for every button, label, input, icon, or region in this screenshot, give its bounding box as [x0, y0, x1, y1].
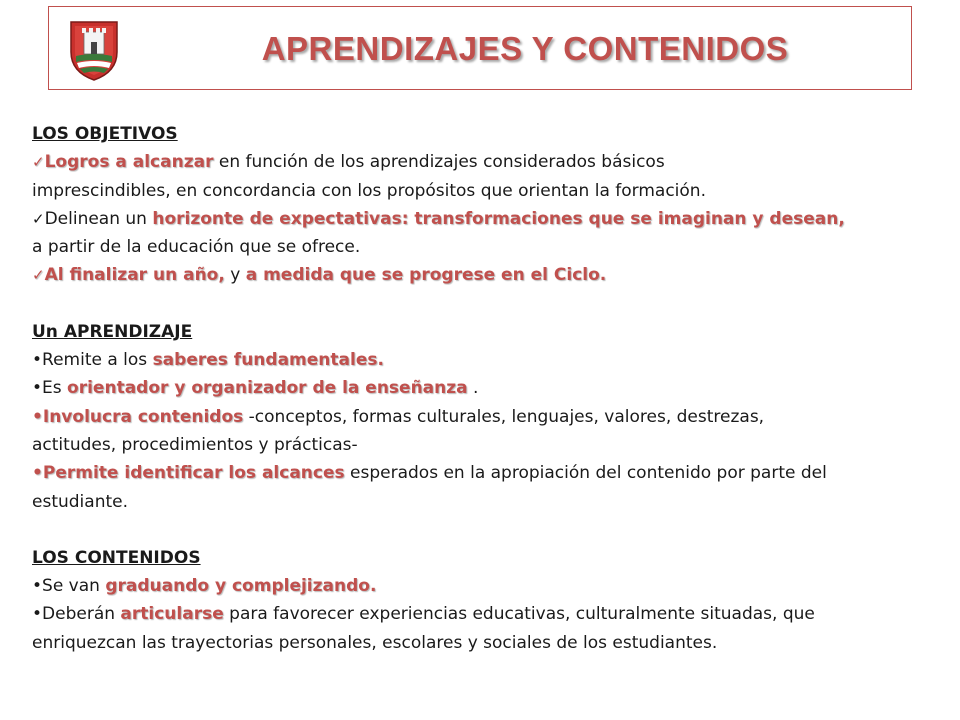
highlight-text: Al finalizar un año,	[44, 265, 225, 286]
body-text: Deberán	[42, 604, 121, 625]
spacer	[32, 290, 932, 318]
bullet-icon: •	[32, 576, 43, 597]
body-text: Es	[42, 378, 68, 399]
bullet-icon: •	[32, 350, 43, 371]
body-text: .	[467, 378, 479, 399]
objetivos-item-1	[32, 148, 932, 176]
highlight-text: saberes fundamentales.	[152, 350, 384, 371]
aprendizaje-item-3	[32, 403, 932, 431]
checkmark-icon: ✓	[32, 266, 45, 285]
objetivos-item-1-cont: imprescindibles, en concordancia con los propósitos que orientan la formación.	[32, 180, 706, 201]
city-coat-of-arms-icon	[67, 16, 121, 82]
slide-body	[32, 120, 932, 657]
highlight-text: Logros a alcanzar	[44, 152, 214, 173]
contenidos-item-2	[32, 600, 932, 628]
spacer	[32, 516, 932, 544]
highlight-text: articularse	[120, 604, 224, 625]
body-text: Delinean un	[44, 208, 153, 229]
title-banner	[48, 6, 912, 90]
body-text: y	[224, 265, 246, 286]
body-text: -conceptos, formas culturales, lenguajes, valores, destrezas,	[243, 406, 765, 427]
bullet-icon: •	[32, 604, 43, 625]
aprendizaje-item-1	[32, 346, 932, 374]
bullet-icon: •	[32, 406, 43, 427]
contenidos-heading: LOS CONTENIDOS	[32, 547, 201, 568]
highlight-text: orientador y organizador de la enseñanza	[67, 378, 468, 399]
body-text: Se van	[42, 576, 106, 597]
contenidos-item-2-cont: enriquezcan las trayectorias personales, escolares y sociales de los estudiantes.	[32, 632, 718, 653]
body-text: esperados en la apropiación del contenido por parte del	[344, 463, 827, 484]
bullet-icon: •	[32, 463, 43, 484]
checkmark-icon: ✓	[32, 153, 45, 172]
aprendizaje-item-2	[32, 374, 932, 402]
body-text: Remite a los	[42, 350, 153, 371]
highlight-text: a medida que se progrese en el Ciclo.	[245, 265, 607, 286]
aprendizaje-item-3-cont: actitudes, procedimientos y prácticas-	[32, 434, 358, 455]
objetivos-heading: LOS OBJETIVOS	[32, 124, 178, 144]
contenidos-item-1	[32, 572, 932, 600]
checkmark-icon: ✓	[32, 209, 45, 228]
highlight-text: Involucra contenidos	[42, 406, 244, 427]
aprendizaje-item-4	[32, 459, 932, 487]
highlight-text: Permite identificar los alcances	[42, 463, 345, 484]
aprendizaje-heading: Un APRENDIZAJE	[32, 321, 193, 342]
objetivos-item-3	[32, 261, 932, 289]
highlight-text: graduando y complejizando.	[105, 576, 377, 597]
objetivos-item-2-cont: a partir de la educación que se ofrece.	[32, 237, 361, 258]
page-title: APRENDIZAJES Y CONTENIDOS	[261, 30, 789, 67]
aprendizaje-item-4-cont: estudiante.	[32, 491, 128, 512]
bullet-icon: •	[32, 378, 43, 399]
objetivos-item-2	[32, 205, 932, 233]
highlight-text: horizonte de expectativas: transformaciones que se imaginan y desean,	[152, 208, 845, 229]
body-text: para favorecer experiencias educativas, culturalmente situadas, que	[223, 604, 815, 625]
body-text: en función de los aprendizajes considerados básicos	[213, 152, 665, 173]
